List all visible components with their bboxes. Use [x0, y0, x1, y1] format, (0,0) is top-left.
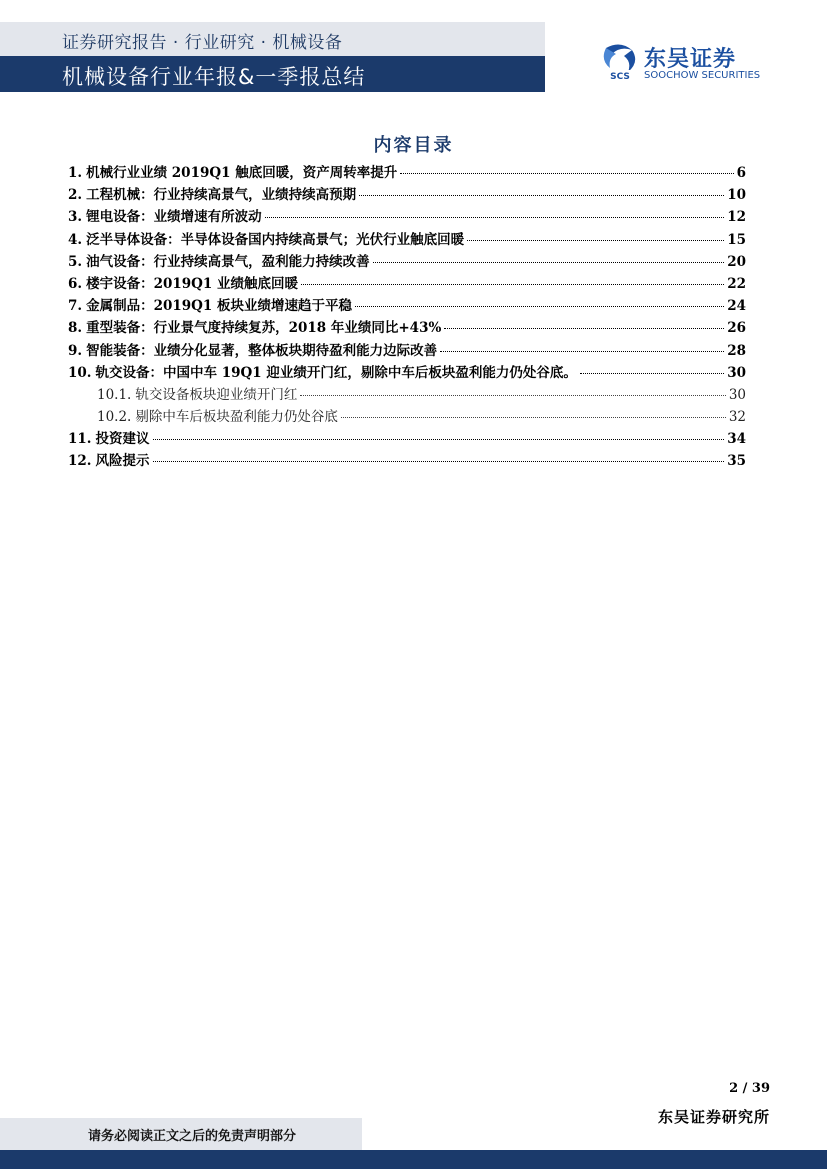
toc-leader-dots — [300, 379, 725, 396]
header-category-band — [0, 22, 545, 56]
institute-name: 东吴证券研究所 — [657, 1108, 770, 1126]
toc-entry-page: 6 — [736, 165, 746, 181]
toc-entry-title: 楼宇设备：2019Q1 业绩触底回暖 — [86, 275, 299, 292]
toc-leader-dots — [400, 157, 733, 174]
toc-entry-number: 9. — [68, 342, 83, 359]
footer-bar — [0, 1150, 827, 1169]
page-number: 2 / 39 — [729, 1081, 770, 1096]
toc-entry-number: 2. — [68, 187, 83, 204]
toc-entry-page: 12 — [727, 209, 746, 226]
footer-disclaimer: 请务必阅读正文之后的免责声明部分 — [88, 1129, 297, 1144]
toc-entry-title: 锂电设备：业绩增速有所波动 — [86, 209, 262, 226]
toc-entry-title: 轨交设备板块迎业绩开门红 — [135, 386, 298, 403]
toc-entry-page: 30 — [727, 364, 746, 381]
toc-leader-dots — [153, 423, 725, 440]
toc-leader-dots — [580, 357, 724, 374]
toc-entry-page: 30 — [728, 386, 746, 403]
toc-entry[interactable] — [68, 448, 746, 470]
table-of-contents — [68, 160, 746, 471]
toc-entry-title: 重型装备：行业景气度持续复苏，2018 年业绩同比+43% — [86, 320, 442, 337]
toc-entry-page: 15 — [727, 231, 746, 248]
report-title: 机械设备行业年报&一季报总结 — [62, 65, 366, 89]
toc-entry-number: 10.2. — [97, 409, 132, 426]
toc-leader-dots — [341, 401, 726, 418]
toc-leader-dots — [467, 224, 724, 241]
toc-entry-number: 5. — [68, 253, 83, 270]
logo-chinese-name: 东吴证券 — [644, 47, 737, 72]
toc-entry-title: 机械行业业绩 2019Q1 触底回暖，资产周转率提升 — [86, 165, 398, 181]
toc-entry-number: 1. — [68, 165, 83, 181]
toc-entry-page: 24 — [727, 298, 746, 315]
toc-entry-page: 10 — [727, 187, 746, 204]
toc-entry-title: 风险提示 — [95, 453, 150, 470]
toc-entry-page: 20 — [727, 253, 746, 270]
toc-entry-number: 3. — [68, 209, 83, 226]
toc-entry-page: 22 — [727, 275, 746, 292]
toc-entry-number: 6. — [68, 275, 83, 292]
toc-entry-page: 26 — [727, 320, 746, 337]
toc-entry-number: 7. — [68, 298, 83, 315]
toc-entry-title: 工程机械：行业持续高景气，业绩持续高预期 — [86, 187, 357, 204]
company-logo — [602, 42, 782, 86]
toc-entry-number: 4. — [68, 231, 83, 248]
logo-english-name: SOOCHOW SECURITIES — [644, 70, 761, 81]
toc-entry-page: 32 — [728, 409, 746, 426]
toc-entry-title: 剔除中车后板块盈利能力仍处谷底 — [135, 409, 338, 426]
toc-entry-title: 泛半导体设备：半导体设备国内持续高景气；光伏行业触底回暖 — [86, 231, 465, 248]
toc-entry-title: 金属制品：2019Q1 板块业绩增速趋于平稳 — [86, 298, 353, 315]
toc-entry-number: 10.1. — [97, 386, 132, 403]
toc-entry-number: 10. — [68, 364, 92, 381]
toc-entry-page: 34 — [727, 431, 746, 448]
scs-logo-icon — [602, 42, 638, 82]
toc-leader-dots — [265, 201, 725, 218]
footer-disclaimer-band — [0, 1118, 362, 1150]
toc-leader-dots — [440, 335, 724, 352]
header-category: 证券研究报告 · 行业研究 · 机械设备 — [62, 33, 343, 53]
toc-entry-number: 8. — [68, 320, 83, 337]
toc-leader-dots — [359, 179, 724, 196]
toc-entry-number: 11. — [68, 431, 92, 448]
logo-mark-text: SCS — [610, 72, 630, 82]
header-title-band — [0, 56, 545, 92]
toc-leader-dots — [153, 445, 725, 462]
toc-leader-dots — [444, 312, 724, 329]
toc-entry-page: 28 — [727, 342, 746, 359]
toc-entry-title: 智能装备：业绩分化显著，整体板块期待盈利能力边际改善 — [86, 342, 438, 359]
toc-entry-title: 轨交设备：中国中车 19Q1 迎业绩开门红，剔除中车后板块盈利能力仍处谷底。 — [95, 364, 577, 381]
toc-entry-title: 油气设备：行业持续高景气，盈利能力持续改善 — [86, 253, 370, 270]
toc-entry-title: 投资建议 — [95, 431, 150, 448]
toc-entry-number: 12. — [68, 453, 92, 470]
toc-leader-dots — [355, 290, 724, 307]
toc-leader-dots — [301, 268, 724, 285]
toc-leader-dots — [373, 246, 725, 263]
toc-entry-page: 35 — [727, 453, 746, 470]
toc-title: 内容目录 — [373, 135, 454, 156]
